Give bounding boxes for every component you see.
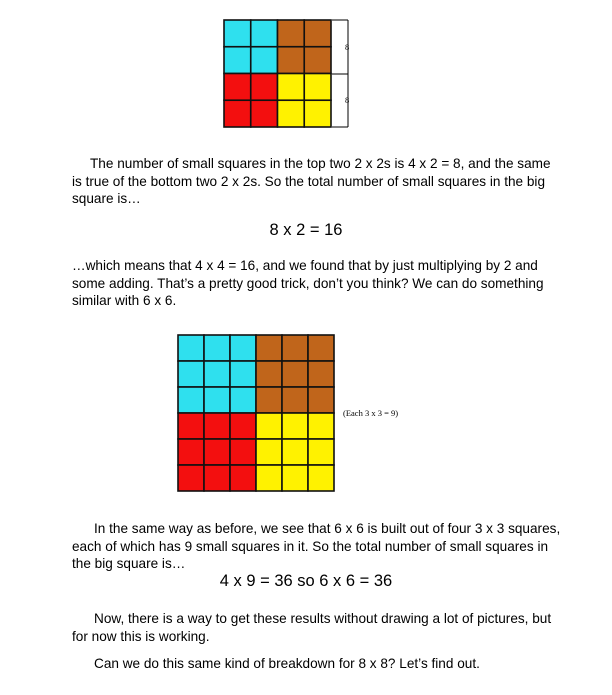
paragraph-2: …which means that 4 x 4 = 16, and we found that by just multiplying by 2 and some adding. That’s a pretty good trick, don’t you think? We can do something similar with 6 x 6. <box>72 258 544 308</box>
grid-cell-tl <box>230 335 256 361</box>
grid-cell-tl <box>230 361 256 387</box>
grid-cell-tr <box>308 361 334 387</box>
grid-cell-tl <box>251 20 278 47</box>
grid-cell-tr <box>282 361 308 387</box>
grid-cell-br <box>256 439 282 465</box>
grid-cell-tr <box>304 47 331 74</box>
grid-cell-br <box>256 413 282 439</box>
grid-cell-tl <box>178 387 204 413</box>
side-label-top: 8 <box>345 42 350 52</box>
grid-cell-tr <box>282 387 308 413</box>
grid-cell-tr <box>256 335 282 361</box>
grid-cell-bl <box>230 439 256 465</box>
grid-cell-tl <box>204 361 230 387</box>
grid-cell-tr <box>278 47 305 74</box>
grid-cell-tl <box>204 335 230 361</box>
grid-cell-tr <box>278 20 305 47</box>
grid-cell-bl <box>251 74 278 101</box>
grid-cell-tr <box>256 361 282 387</box>
equation-1: 8 x 2 = 16 <box>269 221 343 239</box>
grid-cell-tl <box>178 335 204 361</box>
grid-cell-bl <box>178 465 204 491</box>
grid-cell-bl <box>224 74 251 101</box>
grid-cell-bl <box>204 465 230 491</box>
figure-caption: (Each 3 x 3 = 9) <box>343 408 399 418</box>
grid-cell-tr <box>282 335 308 361</box>
grid-cell-bl <box>204 413 230 439</box>
equation-2: 4 x 9 = 36 so 6 x 6 = 36 <box>219 572 393 590</box>
grid-cell-bl <box>251 100 278 127</box>
paragraph-5: Can we do this same kind of breakdown for 8 x 8? Let’s find out. <box>94 656 480 671</box>
grid-cell-br <box>282 465 308 491</box>
grid-cell-bl <box>230 413 256 439</box>
grid-cell-tr <box>308 335 334 361</box>
grid-cell-tr <box>308 387 334 413</box>
grid-cell-br <box>282 439 308 465</box>
paragraph-1: The number of small squares in the top two 2 x 2s is 4 x 2 = 8, and the same is true of the bottom two 2 x 2s. So the total number of small squares in the big square is… <box>72 156 551 206</box>
grid-cell-br <box>304 74 331 101</box>
paragraph-4: Now, there is a way to get these results without drawing a lot of pictures, but for now this is working. <box>72 611 552 644</box>
grid-cell-bl <box>178 439 204 465</box>
grid-cell-bl <box>224 100 251 127</box>
grid-cell-tr <box>256 387 282 413</box>
grid-cell-tl <box>178 361 204 387</box>
grid-cell-bl <box>230 465 256 491</box>
grid-cell-br <box>304 100 331 127</box>
paragraph-3: In the same way as before, we see that 6 x 6 is built out of four 3 x 3 squares, each of which has 9 small squares in it. So the total number of small squares in the big square is… <box>72 521 561 571</box>
grid-cell-tl <box>251 47 278 74</box>
grid-cell-tl <box>230 387 256 413</box>
grid-cell-tl <box>204 387 230 413</box>
grid-cell-br <box>308 439 334 465</box>
grid-cell-br <box>278 100 305 127</box>
grid-cell-br <box>256 465 282 491</box>
grid-cell-br <box>308 465 334 491</box>
side-label-bottom: 8 <box>345 95 350 105</box>
grid-cell-br <box>278 74 305 101</box>
grid-cell-br <box>308 413 334 439</box>
grid-cell-tr <box>304 20 331 47</box>
grid-cell-tl <box>224 47 251 74</box>
grid-cell-tl <box>224 20 251 47</box>
grid-cell-bl <box>178 413 204 439</box>
grid-cell-br <box>282 413 308 439</box>
grid-cell-bl <box>204 439 230 465</box>
